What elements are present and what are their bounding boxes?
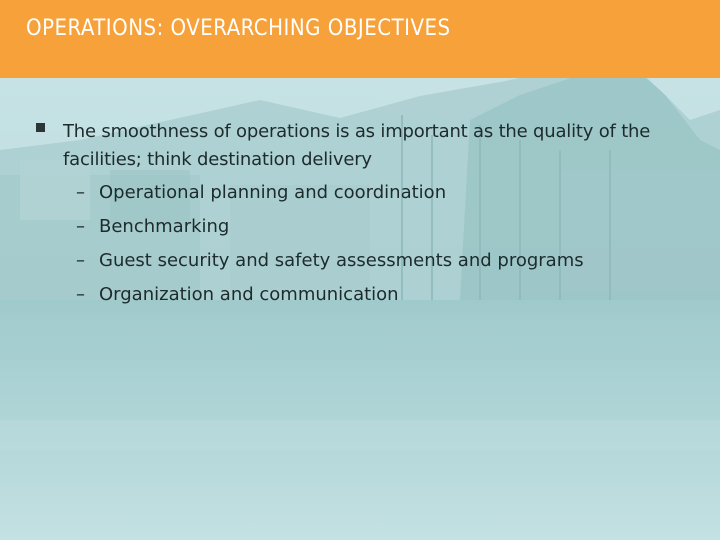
dash-marker: – [76,216,85,237]
slide-title: OPERATIONS: OVERARCHING OBJECTIVES [26,16,451,41]
sub-bullet-text: Operational planning and coordination [99,182,447,203]
dash-marker: – [76,250,85,271]
bullet-text: The smoothness of operations is as important as the quality of the facilities; think destination delivery [63,121,651,170]
sub-bullet-text: Guest security and safety assessments and programs [99,250,584,271]
square-bullet-icon [36,123,45,132]
sub-bullet-item [76,210,696,244]
sub-bullet-item [76,278,696,312]
dash-marker: – [76,284,85,305]
sub-bullet-text: Benchmarking [99,216,230,237]
title-bar [0,0,720,78]
sub-bullet-list [76,176,696,312]
dash-marker: – [76,182,85,203]
sub-bullet-item [76,176,696,210]
sub-bullet-text: Organization and communication [99,284,399,305]
sub-bullet-item [76,244,696,278]
